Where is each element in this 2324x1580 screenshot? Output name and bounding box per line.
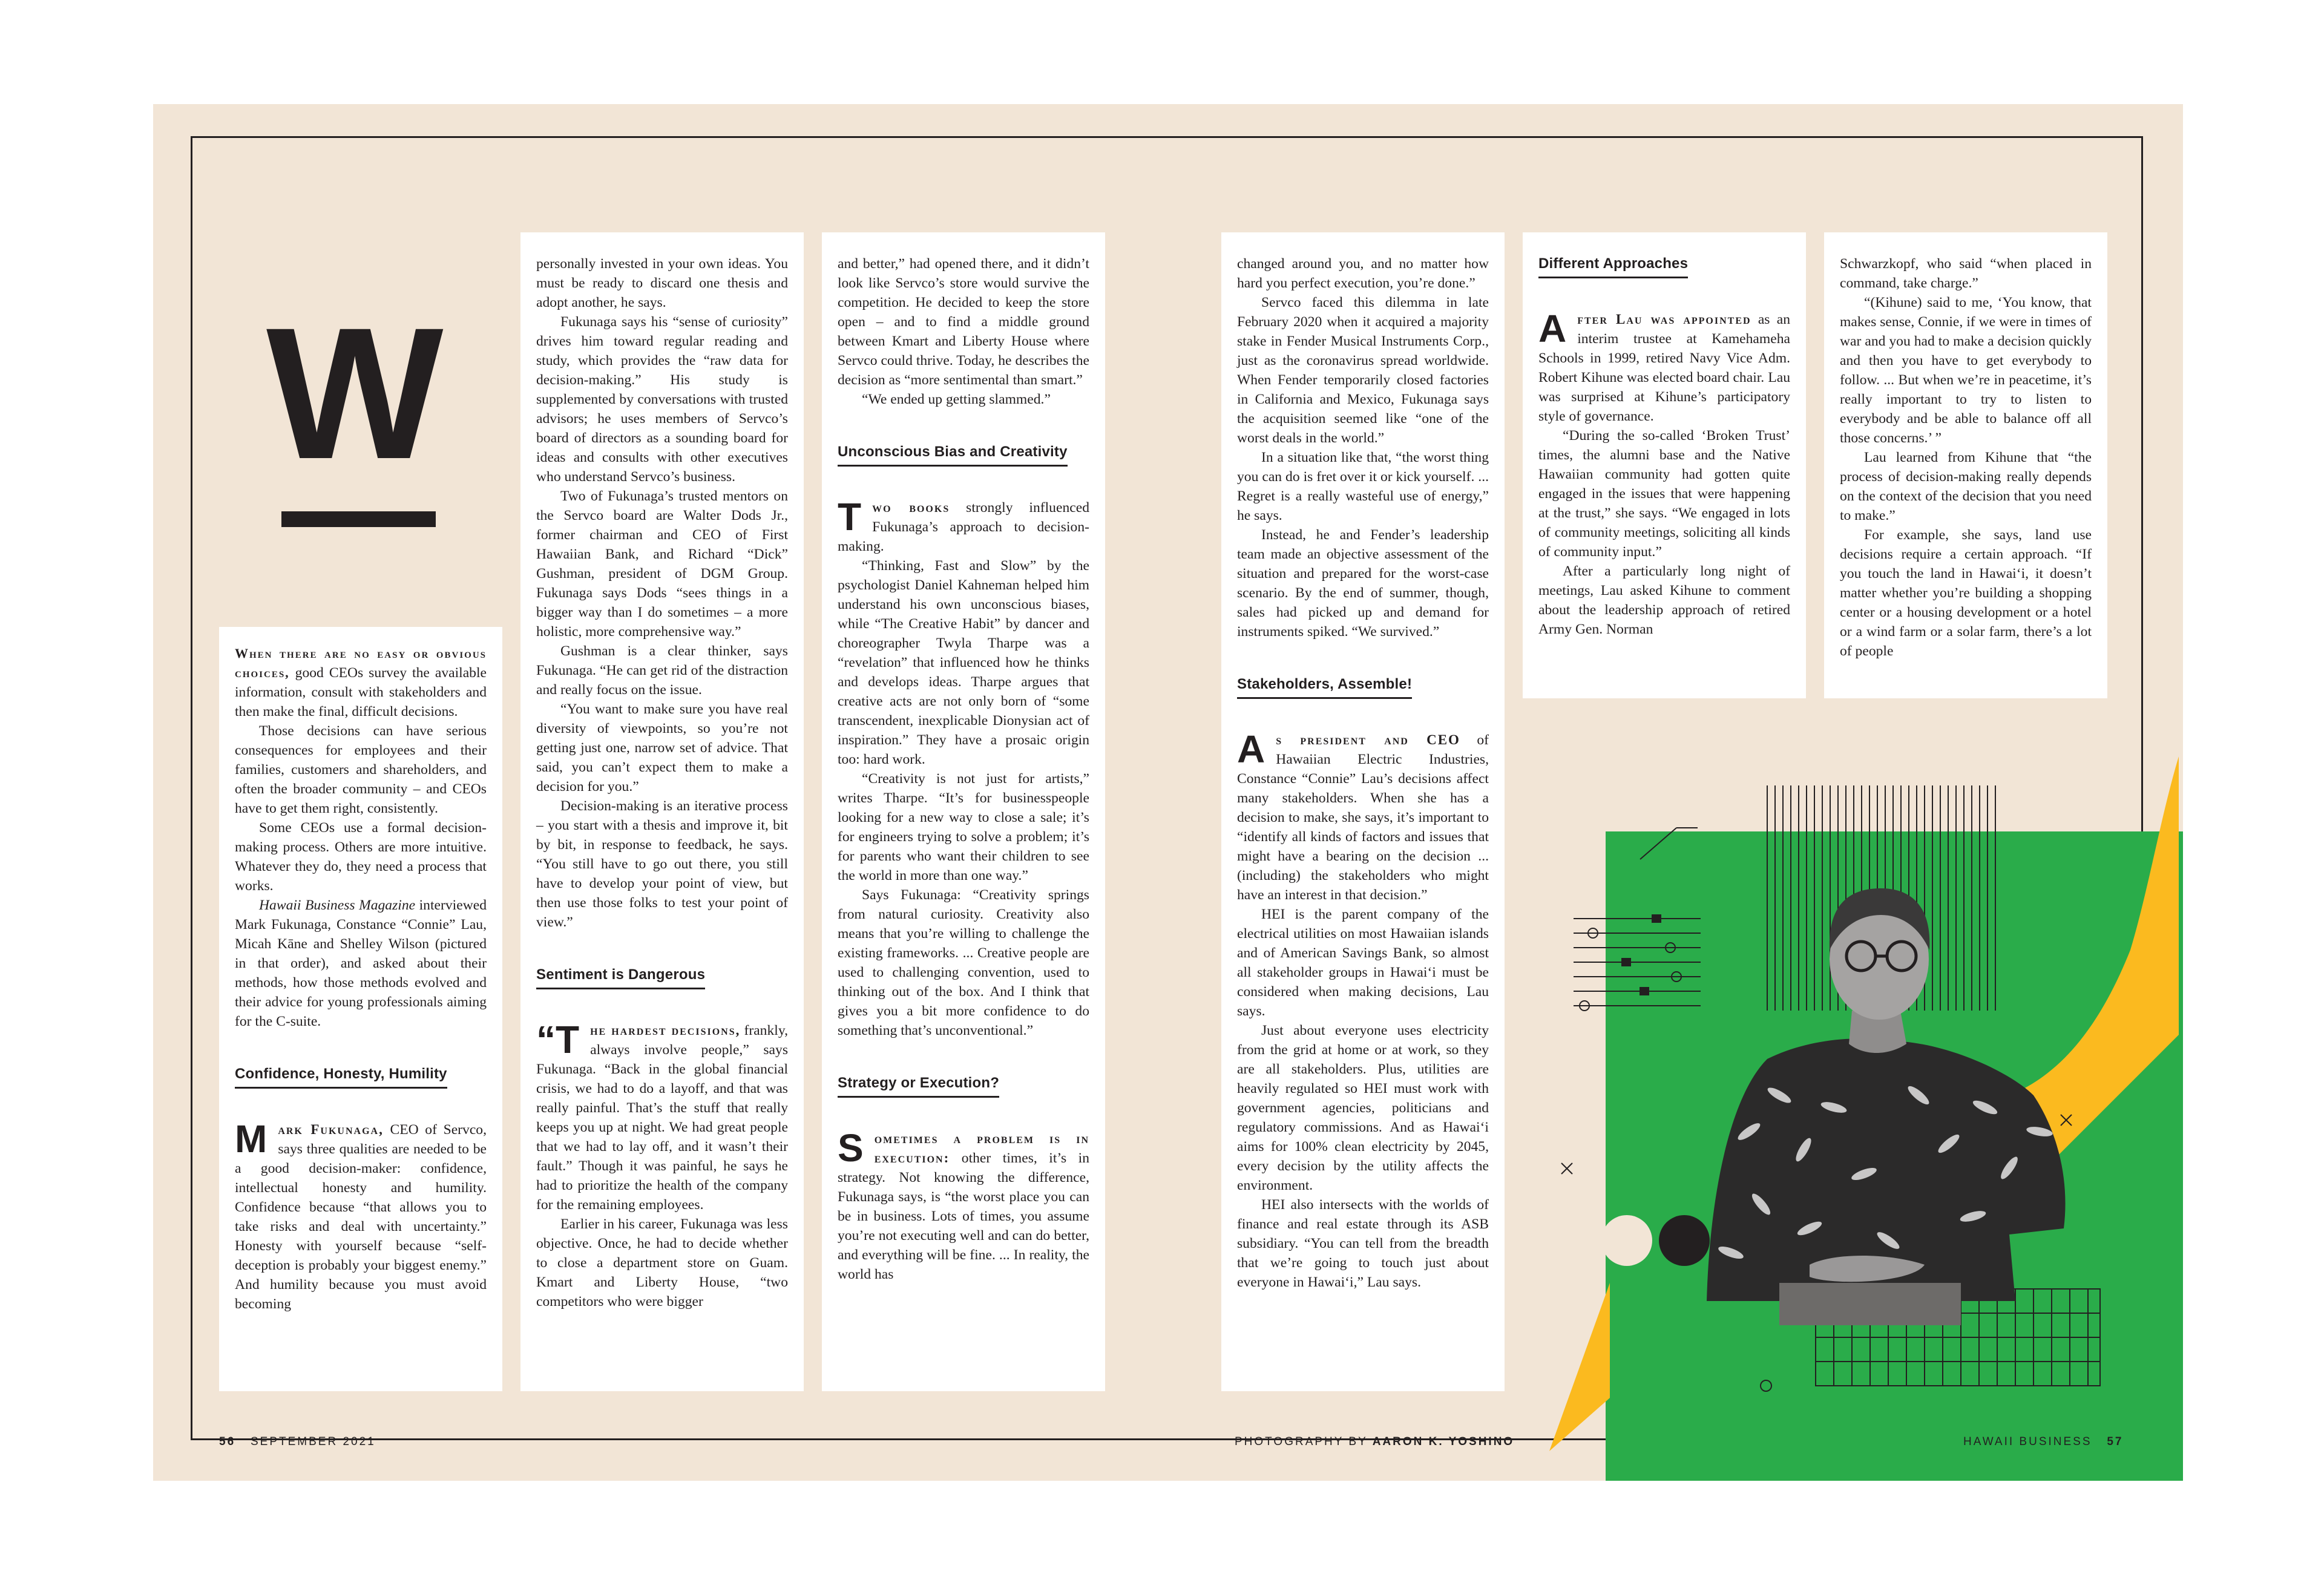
- section-lead: Sometimes a problem is in execution: other times, it’s in strategy. Not knowing the difference, Fukunaga says, is “the worst place you can be in business. Lots of times, you assume you’re not executing well and can do better, and everything will be fine. ... In reality, the world has: [838, 1126, 1089, 1282]
- paragraph: Servco faced this dilemma in late February 2020 when it acquired a majority stake in Fender Musical Instruments Corp., just as the coronavirus spread worldwide. When Fender temporarily closed factories in California and Mexico, Fukunaga says the acquisition seemed like “one of the worst deals in the world.”: [1237, 295, 1489, 446]
- text-column-1: [219, 627, 502, 1391]
- text-column-2: [520, 232, 804, 1391]
- intro-paragraph: When there are no easy or obvious choices, good CEOs survey the available information, consult with stakeholders and then make the final, difficult decisions.: [235, 646, 487, 720]
- paragraph: “Creativity is not just for artists,” writes Tharpe. “It’s for businesspeople looking for a new way to close a sale; it’s for engineers trying to solve a problem; it’s for parents who want their children to see the world in more than one way.”: [838, 771, 1089, 883]
- portrait-collage: [1549, 756, 2183, 1481]
- section-heading: Unconscious Bias and Creativity: [838, 443, 1068, 467]
- paragraph: Some CEOs use a formal decision-making process. Others are more intuitive. Whatever they do, they need a process that works.: [235, 820, 487, 894]
- paragraph: Gushman is a clear thinker, says Fukunaga. “He can get rid of the distraction and really focus on the issue.: [536, 643, 788, 698]
- paragraph: “You want to make sure you have real diversity of viewpoints, so you’re not getting just one, narrow set of advice. That said, you can’t expect them to make a decision for you.”: [536, 701, 788, 795]
- section-heading: Stakeholders, Assemble!: [1237, 675, 1412, 699]
- paragraph: After a particularly long night of meetings, Lau asked Kihune to comment about the leadership approach of retired Army Gen. Norman: [1538, 563, 1790, 637]
- paragraph: Two of Fukunaga’s trusted mentors on the Servco board are Walter Dods Jr., former chairman and CEO of First Hawaiian Bank, and Richard “Dick” Gushman, president of DGM Group. Fukunaga says Dods “sees things in a bigger way than I do sometimes – a more holistic, more comprehensive way.”: [536, 488, 788, 640]
- section-heading: Sentiment is Dangerous: [536, 966, 705, 989]
- text-column-4: [1221, 232, 1505, 1391]
- text-column-5: [1523, 232, 1806, 698]
- paragraph: “Thinking, Fast and Slow” by the psychologist Daniel Kahneman helped him understand his own unconscious biases, while “The Creative Habit” by dancer and choreographer Twyla Tharpe was a “revelation” that influenced how he thinks and develops ideas. Tharpe argues that creative acts are not only born of “some transcendent, inexplicable Dionysian act of inspiration.” They have a prosaic origin too: hard work.: [838, 558, 1089, 767]
- section-drop-cap: S: [838, 1126, 864, 1170]
- paragraph: Says Fukunaga: “Creativity springs from natural curiosity. Creativity also means that you’re willing to challenge the existing frameworks. ... Creative people are used to challenging convention, used to thinking out of the box. And I think that gives you a bit more confidence to do something that’s unconventional.”: [838, 887, 1089, 1038]
- section-lead: “The hardest decisions, frankly, always involve people,” says Fukunaga. “Back in the global financial crisis, we had to do a layoff, and that was really painful. That’s the stuff that really keeps you up at night. We had great people that we had to lay off, and it wasn’t their fault.” Though it was painful, he says he had to prioritize the health of the company for the remaining employees.: [536, 1018, 788, 1213]
- section-lead: As president and CEO of Hawaiian Electric Industries, Constance “Connie” Lau’s decisions affect many stakeholders. When she has a decision to make, she says, it’s important to “identify all kinds of factors and issues that might have a bearing on the decision ... (including) the stakeholders who might have an interest in that decision.”: [1237, 727, 1489, 903]
- text-column-3: [822, 232, 1105, 1391]
- text-column-6: [1824, 232, 2107, 698]
- paragraph: “We ended up getting slammed.”: [862, 392, 1051, 407]
- paragraph: Lau learned from Kihune that “the process of decision-making really depends on the context of the decision that you need to make.”: [1840, 450, 2092, 523]
- paragraph: Just about everyone uses electricity from the grid at home or at work, so they are all stakeholders. Plus, utilities are heavily regulated so HEI must work with government agencies, politicians and regulatory commissions. And as Hawaiʻi aims for 100% clean electricity by 2045, every decision by the utility affects the environment.: [1237, 1023, 1489, 1193]
- section-drop-cap: M: [235, 1117, 268, 1161]
- paragraph: “During the so-called ‘Broken Trust’ times, the alumni base and the Native Hawaiian community had gotten quite engaged in the issues that were happening at the trust,” she says. “We engaged in lots of community meetings, soliciting all kinds of community input.”: [1538, 428, 1790, 560]
- section-drop-cap: T: [838, 495, 862, 539]
- cream-circle: [1601, 1215, 1652, 1266]
- paragraph: For example, she says, land use decisions require a certain approach. “If you touch the land in Hawaiʻi, it doesn’t matter whether you’re building a shopping center or a housing development or a hotel or a wind farm or a solar farm, there’s a lot of people: [1840, 527, 2092, 659]
- paragraph: Earlier in his career, Fukunaga was less objective. Once, he had to decide whether to close a department store on Guam. Kmart and Liberty House, “two competitors who were bigger: [536, 1216, 788, 1310]
- section-drop-cap: A: [1237, 727, 1265, 771]
- section-heading: Strategy or Execution?: [838, 1074, 999, 1098]
- paragraph: In a situation like that, “the worst thing you can do is fret over it or kick yourself. ... Regret is a really wasteful use of energy,” he says.: [1237, 450, 1489, 523]
- paragraph: HEI is the parent company of the electrical utilities on most Hawaiian islands and of American Savings Bank, so almost all stakeholder groups in Hawaiʻi must be considered when making decisions, Lau says.: [1237, 906, 1489, 1019]
- yellow-triangle: [1549, 1283, 1610, 1451]
- section-lead: After Lau was appointed as an interim trustee at Kamehameha Schools in 1999, retired Navy Vice Adm. Robert Kihune was elected board chair. Lau was surprised at Kihune’s participatory style of governance.: [1538, 307, 1790, 424]
- section-drop-cap: A: [1538, 307, 1567, 350]
- drop-letter-w: W: [266, 288, 440, 498]
- paragraph: Instead, he and Fender’s leadership team made an objective assessment of the situation and prepared for the worst-case scenario. By the end of summer, though, sales had picked up and demand for instruments spiked. “We survived.”: [1237, 527, 1489, 640]
- paragraph: Decision-making is an iterative process – you start with a thesis and improve it, bit by bit, in response to feedback, he says. “You still have to go out there, you still have to develop your point of view, but then use those folks to test your point of view.”: [536, 798, 788, 930]
- paragraph: and better,” had opened there, and it didn’t look like Servco’s store would survive the competition. He decided to keep the store open – and to find a middle ground between Kmart and Liberty House where Servco could thrive. Today, he describes the decision as “more sentimental than smart.”: [838, 256, 1089, 388]
- paragraph: Hawaii Business Magazine interviewed Mark Fukunaga, Constance “Connie” Lau, Micah Kāne and Shelley Wilson (pictured in that order), and asked about their methods, how those methods evolved and their advice for young professionals aiming for the C-suite.: [235, 897, 487, 1029]
- section-lead: Two books strongly influenced Fukunaga’s approach to decision-making.: [838, 495, 1089, 554]
- section-heading: Confidence, Honesty, Humility: [235, 1065, 447, 1089]
- paragraph: changed around you, and no matter how hard you perfect execution, you’re done.”: [1237, 256, 1489, 291]
- black-circle: [1659, 1215, 1710, 1266]
- paragraph: Those decisions can have serious consequences for employees and their families, customers and shareholders, and often the broader community – and CEOs have to get them right, consistently.: [235, 723, 487, 816]
- photo-credit: PHOTOGRAPHY BY AARON K. YOSHINO: [1235, 1435, 1515, 1448]
- section-lead: Mark Fukunaga, CEO of Servco, says three qualities are needed to be a good decision-maker: confidence, intellectual honesty and humility. Confidence because “that allows you to take risks and deal with uncertainty.” Honesty with yourself because “self-deception is probably your biggest enemy.” And humility because you must avoid becoming: [235, 1117, 487, 1312]
- section-heading: Different Approaches: [1538, 255, 1688, 278]
- paragraph: “(Kihune) said to me, ‘You know, that makes sense, Connie, if we were in times of war and you had to make a decision quickly and then you have to get everybody to follow. ... But when we’re in peacetime, it’s really important to try to listen to everybody and be able to balance off all those concerns.’ ”: [1840, 295, 2092, 446]
- paragraph: HEI also intersects with the worlds of finance and real estate through its ASB subsidiary. “You can tell from the breadth that we’re going to touch just about everyone in Hawaiʻi,” Lau says.: [1237, 1197, 1489, 1290]
- paragraph: personally invested in your own ideas. You must be ready to discard one thesis and adopt another, he says.: [536, 256, 788, 310]
- folio-left: 56 SEPTEMBER 2021: [219, 1435, 376, 1448]
- drop-letter-underline: [281, 511, 436, 527]
- section-drop-cap: “T: [536, 1018, 580, 1061]
- paragraph: Fukunaga says his “sense of curiosity” drives him toward regular reading and study, which provides the “raw data for decision-making.” His study is supplemented by conversations with trusted advisors; he uses members of Servco’s board of directors as a sounding board for ideas and consults with other executives who understand Servco’s business.: [536, 314, 788, 485]
- paragraph: Schwarzkopf, who said “when placed in command, take charge.”: [1840, 256, 2092, 291]
- folio-right: HAWAII BUSINESS 57: [1963, 1435, 2124, 1448]
